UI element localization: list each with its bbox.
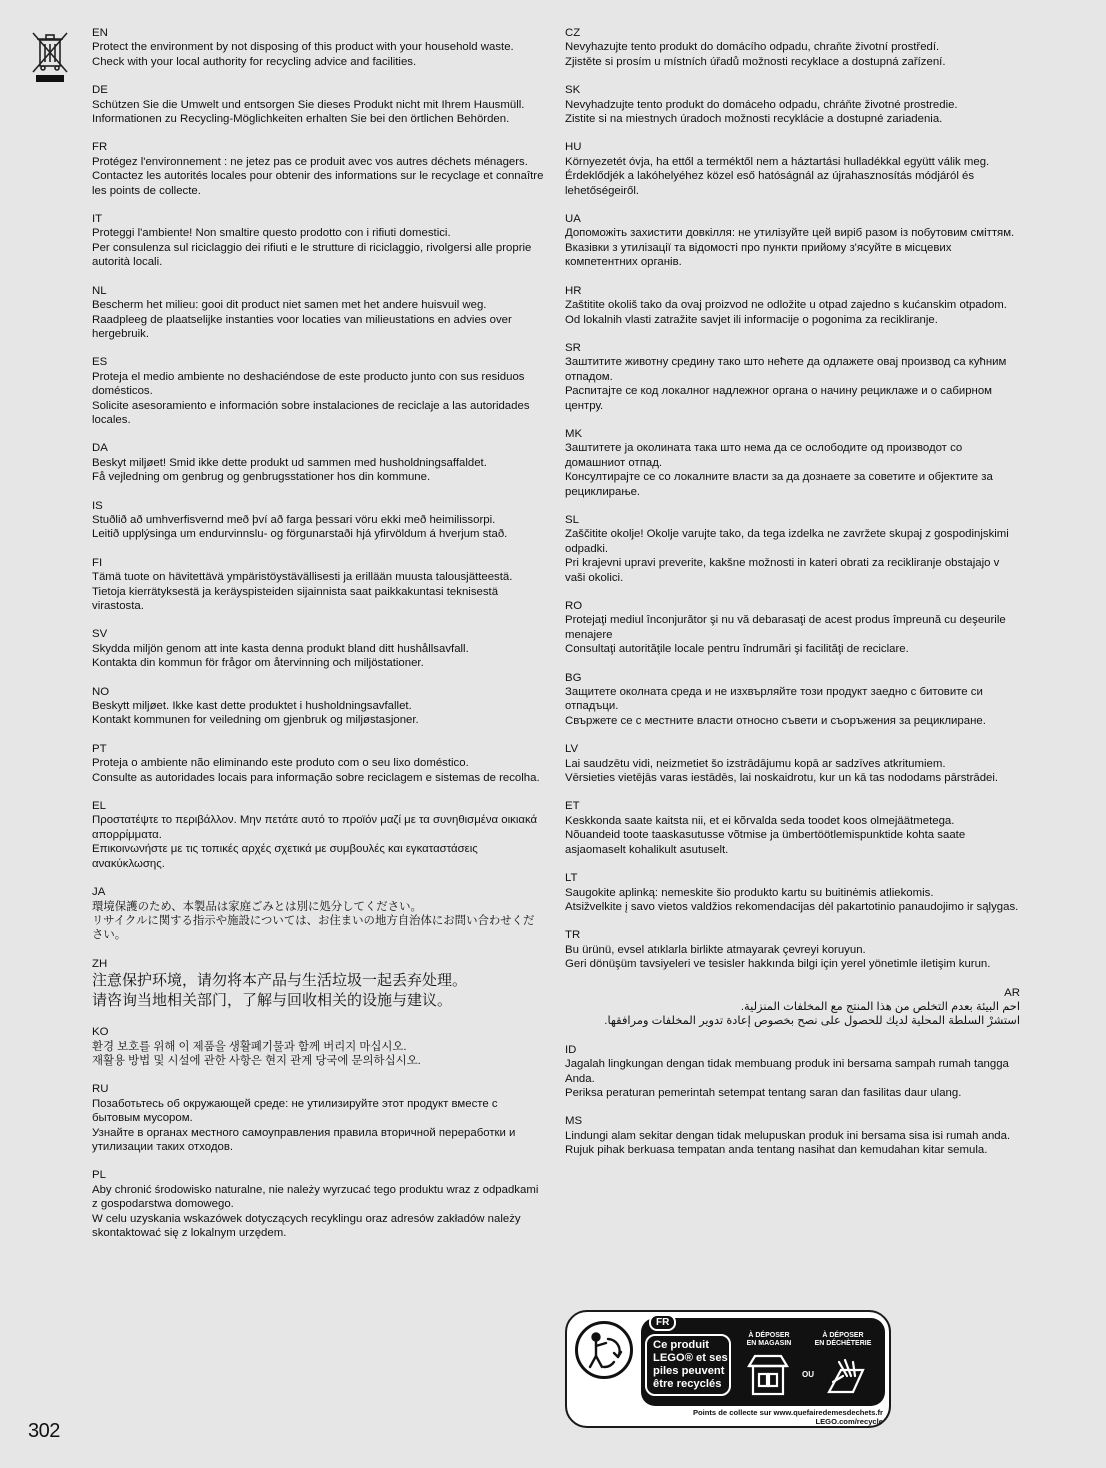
lang-block-sl: SL Zaščitite okolje! Okolje varujte tako, da tega izdelka ne zavržete skupaj z gospodinjskimi odpadki. Pri krajevni upravi preverite, kakšne možnosti in kateri obrati za recikliranje obstajajo v vaši okolici. [565,513,1009,584]
lang-block-ja: JA 環境保護のため、本製品は家庭ごみとは別に処分してください。 リサイクルに関する指示や施設については、お住まいの地方自治体にお問い合わせください。 [92,886,535,942]
lang-block-lv: LV Lai saudzētu vidi, neizmetiet šo izstrādājumu kopā ar sadzīves atkritumiem. Vērsieties vietējās varas iestādēs, lai noskaidrotu, kur un kā tas nododams pārstrādei. [565,743,999,785]
lang-block-pl: PL Aby chronić środowisko naturalne, nie należy wyrzucać tego produktu wraz z odpadkami z gospodarstwa domowego. W celu uzyskania wskazówek dotyczących recyklingu oraz adresów zakładów należy skontaktować się z lokalnym urzędem. [92,1169,539,1239]
lang-block-sv: SV Skydda miljön genom att inte kasta denna produkt bland ditt hushållsavfall. Kontakta din kommun för frågor om återvinning och miljöstationer. [92,628,469,670]
lang-block-ko: KO 환경 보호를 위해 이 제품을 생활폐기물과 함께 버리지 마십시오. 재활용 방법 및 시설에 관한 사항은 현지 관계 당국에 문의하십시오. [92,1026,421,1067]
lang-block-da: DA Beskyt miljøet! Smid ikke dette produkt ud sammen med husholdningsaffaldet. Få vejledning om genbrug og genbrugsstationer hos din kommune. [92,442,487,484]
lang-block-mk: MK Заштитете ја околината така што нема да се ослободите од производот со домашниот отпад. Консултирајте се со локалните власти за да дознаете за советите и објектите за рециклирање. [565,427,993,498]
lang-block-el: EL Προστατέψτε το περιβάλλον. Μην πετάτε αυτό το προϊόν μαζί με τα συνηθισμένα οικιακά απορρίμματα. Επικοινωνήστε με τις τοπικές αρχές σχετικά με συμβουλές και εγκαταστάσεις ανακύκλωσης. [92,800,538,870]
lang-block-is: IS Stuðlið að umhverfisvernd með því að farga þessari vöru ekki með heimilissorpi. Leitið upplýsinga um endurvinnslu- og förgunarstaði hjá yfirvöldum á hverjum stað. [92,499,508,541]
triman-icon [575,1321,633,1379]
lang-block-pt: PT Proteja o ambiente não eliminando este produto com o seu lixo doméstico. Consulte as autoridades locais para informação sobre reciclagem e sistemas de recolha. [92,742,540,784]
left-column [92,26,544,1254]
lang-block-en: EN Protect the environment by not disposing of this product with your household waste. Check with your local authority for recycling advice and facilities. [92,27,514,68]
collection-points-footer: Points de collecte sur www.quefairedemesdechets.fr LEGO.com/recycle [692,1408,883,1426]
lang-block-lt: LT Saugokite aplinką: nemeskite šio produkto kartu su buitinėmis atliekomis. Atsižvelkite į savo vietos valdžios rekomendacijas dėl pakartotinio panaudojimo ir sąlygas. [565,872,1019,913]
lang-block-hr: HR Zaštitite okoliš tako da ovaj proizvod ne odložite u otpad zajedno s kućanskim otpadom. Od lokalnih vlasti zatražite savjet ili informacije o pogonima za recikliranje. [565,284,1007,326]
lang-block-cz: CZ Nevyhazujte tento produkt do domácího odpadu, chraňte životní prostředí. Zjistěte si prosím u místních úřadů možnosti recyklace a dostupná zařízení. [565,27,946,68]
lang-block-fi: FI Tämä tuote on hävitettävä ympäristöystävällisesti ja erillään muusta talousjätteestä. Tietoja kierrätyksestä ja keräyspisteiden sijainnista saat paikkakuntasi teknisestä virastosta. [92,556,513,612]
lang-block-fr: FR Protégez l'environnement : ne jetez pas ce produit avec vos autres déchets ménagers. Contactez les autorités locales pour obtenir des informations sur le recyclage et connaître les points de collecte. [92,141,544,197]
lang-block-de: DE Schützen Sie die Umwelt und entsorgen Sie dieses Produkt nicht mit Ihrem Hausmüll. Informationen zu Recycling-Möglichkeiten erhalten Sie bei den örtlichen Behörden. [92,84,525,126]
page-number: 302 [28,1420,60,1442]
right-column [565,26,1020,1172]
lang-block-sr: SR Заштитите животну средину тако што нећете да одлажете овај производ са кућним отпадом. Распитајте се код локалног надлежног органа о начину рециклаже и о сабирном центру. [565,341,1007,412]
lang-block-ua: UA Допоможіть захистити довкілля: не утилізуйте цей виріб разом із побутовим сміттям. Вказівки з утилізації та відомості про пункти прийому з'ясуйте в місцевих компетентних органів. [565,213,1015,269]
lang-block-ar: AR احم البيئة بعدم التخلص من هذا المنتج مع المخلفات المنزلية. استشرْ السلطة المحلية لديك للحصول على نصح بخصوص إعادة تدوير المخلفات ومرافقها. [604,986,1020,1028]
lang-block-it: IT Proteggi l'ambiente! Non smaltire questo prodotto con i rifiuti domestici. Per consulenza sul riciclaggio dei rifiuti e le strutture di riciclaggio, rivolgersi alle proprie autorità locali. [92,213,532,269]
dechet-drop-label: À DÉPOSER EN DÉCHÈTERIE [814,1332,872,1347]
lang-block-es: ES Proteja el medio ambiente no deshaciéndose de este producto junto con sus residuos domésticos. Solicite asesoramiento e información sobre instalaciones de reciclaje a las autoridades locales. [92,356,530,426]
lang-block-et: ET Keskkonda saate kaitsta nii, et ei kõrvalda seda toodet koos olmejäätmetega. Nõuandeid toote taaskasutusse võtmise ja ümbertöötlemispunktide kohta saate asjaomaselt kohalikult asutuselt. [565,800,966,856]
lang-block-hu: HU Környezetét óvja, ha ettől a terméktől nem a háztartási hulladékkal együtt válik meg. Érdeklődjék a lakóhelyéhez közel eső hatóságnál az újrahasznosítás módjáról és lehetőségeiről. [565,141,990,197]
country-badge: FR [649,1314,676,1331]
triman-recycling-label [565,1310,891,1428]
lang-block-bg: BG Защитете околната среда и не изхвърляйте този продукт заедно с битовите си отпадъци. Свържете се с местните власти относно съвети и съоръжения за рециклиране. [565,671,986,727]
lang-block-no: NO Beskytt miljøet. Ikke kast dette produktet i husholdningsavfallet. Kontakt kommunen for veiledning om gjenbruk og miljøstasjoner. [92,685,419,727]
triman-info-panel [641,1318,885,1406]
lang-block-sk: SK Nevyhadzujte tento produkt do domáceho odpadu, chráňte životné prostredie. Zistite si na miestnych úradoch možnosti recyklácie a dostupné zariadenia. [565,84,958,126]
lang-block-tr: TR Bu ürünü, evsel atıklarla birlikte atmayarak çevreyi koruyun. Geri dönüşüm tavsiyeleri ve tesisler hakkında bilgi için yerel yönetimle iletişim kurun. [565,929,991,971]
lang-block-nl: NL Bescherm het milieu: gooi dit product niet samen met het andere huisvuil weg. Raadpleeg de plaatselijke instanties voor locaties van milieustations en advies over hergebruik. [92,284,512,340]
recycling-center-icon [823,1352,869,1398]
store-drop-label: À DÉPOSER EN MAGASIN [746,1332,792,1347]
crossed-bin-icon [30,30,70,84]
lang-block-id: ID Jagalah lingkungan dengan tidak membuang produk ini bersama sampah rumah tangga Anda. Periksa peraturan pemerintah setempat tentang saran dan fasilitas daur ulang. [565,1043,1009,1099]
or-label: OU [802,1370,814,1379]
recycle-message: Ce produit LEGO® et ses piles peuvent être recyclés [645,1334,731,1396]
lang-block-zh: ZH 注意保护环境，请勿将本产品与生活垃圾一起丢弃处理。 请咨询当地相关部门，了解与回收相关的设施与建议。 [92,957,468,1010]
lang-block-ru: RU Позаботьтесь об окружающей среде: не утилизируйте этот продукт вместе с бытовым мусором. Узнайте в органах местного самоуправления правила вторичной переработки и утилизации таких отходов. [92,1083,516,1153]
store-icon [745,1352,791,1398]
lang-block-ro: RO Protejaţi mediul înconjurător şi nu vă debarasaţi de acest produs împreună cu deşeurile menajere Consultaţi autorităţile locale pentru îndrumări şi facilităţi de reciclare. [565,600,1006,656]
lang-block-ms: MS Lindungi alam sekitar dengan tidak melupuskan produk ini bersama sisa isi rumah anda. Rujuk pihak berkuasa tempatan anda tentang nasihat dan kemudahan kitar semula. [565,1115,1011,1157]
